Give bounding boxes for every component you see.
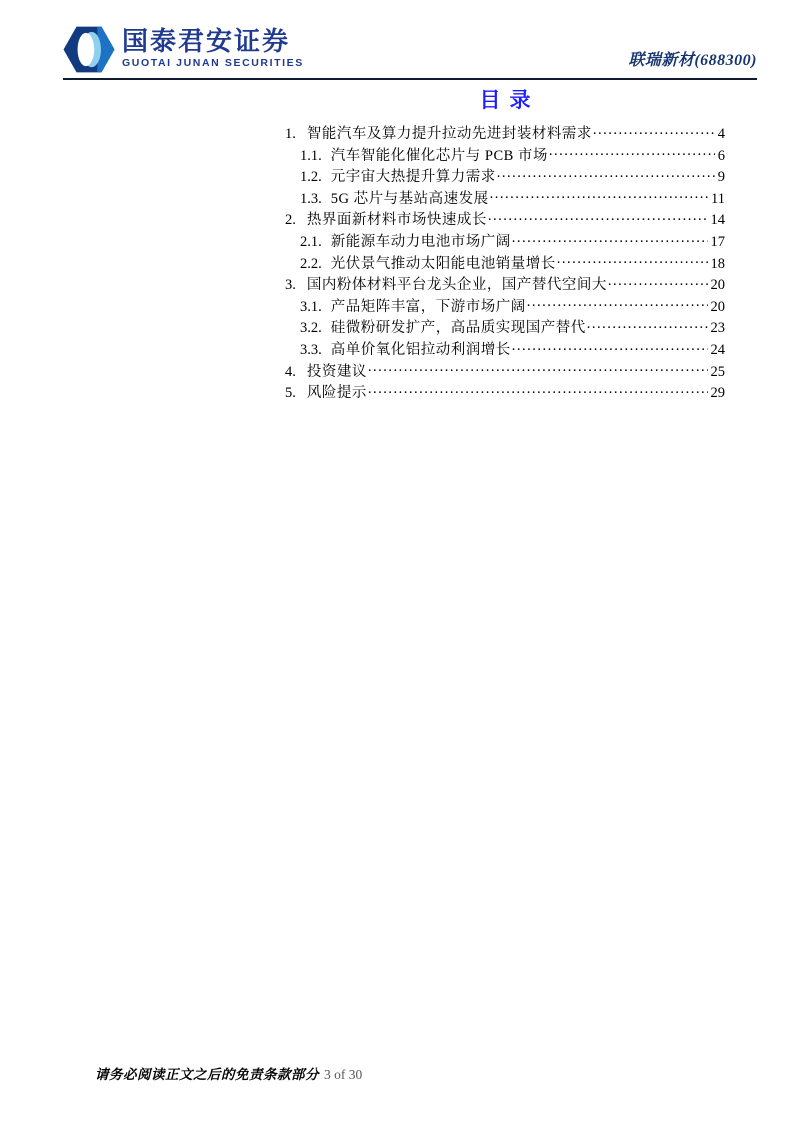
toc-entry-number: 3.2. bbox=[300, 320, 322, 337]
dot-leader-icon bbox=[488, 211, 708, 225]
toc-title: 目录 bbox=[479, 88, 540, 112]
dot-leader-icon bbox=[593, 124, 715, 138]
toc-entry[interactable] bbox=[285, 318, 725, 340]
toc-entry-page: 23 bbox=[710, 320, 725, 337]
toc-entry-number: 3. bbox=[285, 277, 296, 294]
page-header bbox=[0, 0, 793, 80]
toc-entry[interactable] bbox=[285, 275, 725, 297]
toc-entry-number: 4. bbox=[285, 363, 296, 380]
toc-entry[interactable] bbox=[285, 232, 725, 254]
toc-entry-label: 风险提示 bbox=[306, 385, 367, 402]
dot-leader-icon bbox=[608, 275, 708, 289]
disclaimer-text: 请务必阅读正文之后的免责条款部分 bbox=[95, 1067, 319, 1082]
toc-entry-page: 9 bbox=[717, 169, 725, 186]
toc-entry-label: 5G 芯片与基站高速发展 bbox=[330, 190, 489, 207]
dot-leader-icon bbox=[557, 254, 708, 268]
stock-title: 联瑞新材(688300) bbox=[628, 52, 757, 69]
toc-entry-label: 新能源车动力电池市场广阔 bbox=[330, 233, 511, 250]
toc-entry-label: 投资建议 bbox=[306, 363, 367, 380]
toc-entry-label: 国内粉体材料平台龙头企业，国产替代空间大 bbox=[306, 277, 607, 294]
page-number: 3 of 30 bbox=[324, 1067, 363, 1082]
toc-entry[interactable] bbox=[285, 189, 725, 211]
toc-entry-label: 硅微粉研发扩产，高品质实现国产替代 bbox=[330, 320, 586, 337]
toc-entry-page: 17 bbox=[710, 233, 725, 250]
toc-entry-page: 6 bbox=[717, 147, 725, 164]
dot-leader-icon bbox=[497, 167, 715, 181]
toc-entry-page: 4 bbox=[717, 126, 725, 142]
toc-entry-number: 2.2. bbox=[300, 255, 322, 272]
dot-leader-icon bbox=[490, 189, 708, 203]
toc-entry-label: 光伏景气推动太阳能电池销量增长 bbox=[330, 255, 556, 272]
dot-leader-icon bbox=[587, 319, 708, 333]
dot-leader-icon bbox=[368, 383, 708, 397]
dot-leader-icon bbox=[527, 297, 708, 311]
dot-leader-icon bbox=[512, 340, 708, 354]
toc-entry[interactable] bbox=[285, 124, 725, 146]
toc-entry-number: 1.2. bbox=[300, 169, 322, 186]
dot-leader-icon bbox=[368, 362, 708, 376]
brand-text bbox=[122, 26, 304, 70]
toc-entry-label: 智能汽车及算力提升拉动先进封装材料需求 bbox=[306, 126, 592, 142]
page-footer bbox=[95, 1063, 362, 1083]
toc-entry-label: 元宇宙大热提升算力需求 bbox=[330, 169, 496, 186]
toc-entry-number: 1.3. bbox=[300, 190, 322, 207]
dot-leader-icon bbox=[549, 146, 715, 160]
table-of-contents bbox=[285, 84, 725, 405]
header-divider bbox=[63, 78, 757, 80]
toc-entry-label: 热界面新材料市场快速成长 bbox=[306, 212, 487, 229]
toc-entry[interactable] bbox=[285, 362, 725, 384]
toc-entry-page: 20 bbox=[710, 298, 725, 315]
toc-entry[interactable] bbox=[285, 383, 725, 405]
brand-name-en: GUOTAI JUNAN SECURITIES bbox=[122, 57, 304, 69]
brand-logo bbox=[63, 26, 304, 73]
toc-entry-number: 2. bbox=[285, 212, 296, 229]
toc-entry[interactable] bbox=[285, 297, 725, 319]
toc-entry-number: 3.3. bbox=[300, 341, 322, 358]
toc-entry-page: 18 bbox=[710, 255, 725, 272]
toc-entry[interactable] bbox=[285, 167, 725, 189]
toc-entry-label: 汽车智能化催化芯片与 PCB 市场 bbox=[330, 147, 548, 164]
toc-entry-number: 1.1. bbox=[300, 147, 322, 164]
toc-entry-page: 14 bbox=[710, 212, 725, 229]
toc-list bbox=[285, 124, 725, 405]
toc-entry-label: 产品矩阵丰富，下游市场广阔 bbox=[330, 298, 526, 315]
dot-leader-icon bbox=[512, 232, 708, 246]
toc-entry-label: 高单价氧化铝拉动利润增长 bbox=[330, 341, 511, 358]
toc-entry-page: 20 bbox=[710, 277, 725, 294]
toc-entry[interactable] bbox=[285, 340, 725, 362]
brand-name-cn: 国泰君安证券 bbox=[122, 26, 291, 56]
toc-entry[interactable] bbox=[285, 210, 725, 232]
toc-entry-page: 29 bbox=[710, 385, 725, 402]
toc-entry-number: 1. bbox=[285, 126, 296, 142]
toc-entry-number: 2.1. bbox=[300, 233, 322, 250]
toc-entry-page: 25 bbox=[710, 363, 725, 380]
toc-entry[interactable] bbox=[285, 146, 725, 168]
guotai-junan-hexagon-logo-icon bbox=[63, 26, 115, 73]
toc-entry-number: 3.1. bbox=[300, 298, 322, 315]
toc-entry-page: 24 bbox=[710, 341, 725, 358]
toc-entry-number: 5. bbox=[285, 385, 296, 402]
toc-entry[interactable] bbox=[285, 254, 725, 276]
toc-entry-page: 11 bbox=[711, 190, 725, 207]
